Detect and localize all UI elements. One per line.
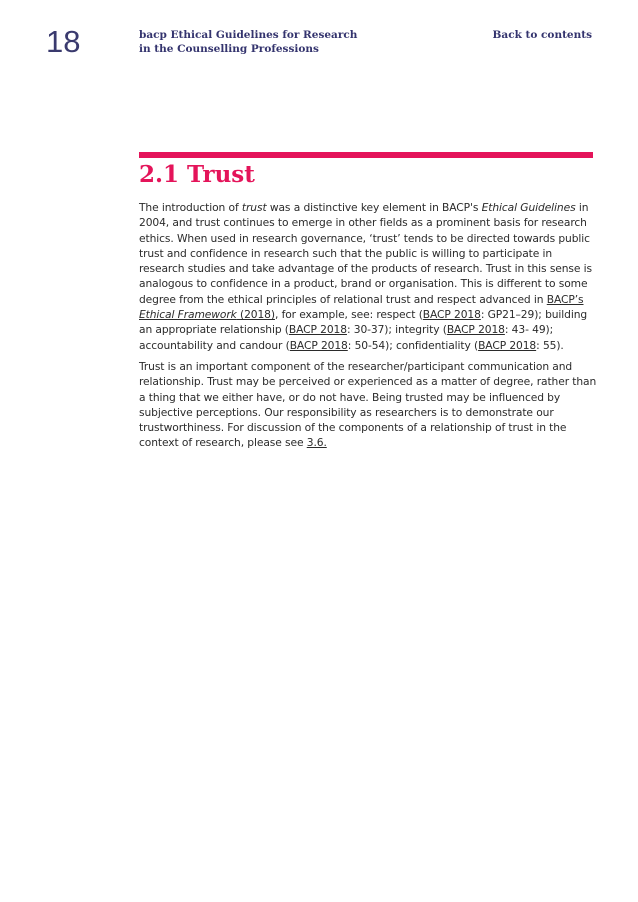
section-heading: 2.1 Trust [139, 161, 255, 188]
document-title [139, 29, 357, 56]
bacp-2018-link[interactable]: BACP 2018 [422, 308, 481, 322]
bacp-2018-link[interactable]: BACP 2018 [288, 323, 347, 337]
text: Trust is an important component of the researcher/participant communication and relationship. Trust may be perceived or experienced as a matter of degree, rather than a thing that we either have, or do not have. Being trusted may be influenced by subjective perceptions. Our responsibility as researchers is to demonstrate our trustworthiness. For discussion of the components of a relationship of trust in the context of research, please see [139, 359, 597, 450]
bacp-2018-link[interactable]: BACP 2018 [446, 323, 505, 337]
text: : GP21–29); building an appropriate relationship ( [139, 308, 588, 337]
text: : 30-37); integrity ( [346, 323, 447, 337]
text: , for example, see: respect ( [274, 308, 423, 322]
page-number: 18 [46, 24, 81, 59]
document-title-line-2: in the Counselling Professions [139, 42, 319, 55]
document-title-line-1: bacp Ethical Guidelines for Research [139, 29, 358, 41]
text: : 43- 49); accountability and candour ( [139, 323, 554, 352]
paragraph-2 [139, 359, 597, 451]
section-body [139, 200, 597, 457]
section-3-6-link[interactable]: 3.6. [306, 436, 327, 450]
text: in 2004, and trust continues to emerge in other fields as a prominent basis for research ethics. When used in research governance, ‘trust’ tends to be directed towards public trust and confidence in research such that the public is willing to participate in research studies and take advantage of the products of research. Trust in this sense is analogous to confidence in a product, brand or organisation. This is different to some degree from the ethical principles of relational trust and respect advanced in [139, 201, 593, 306]
bacp-2018-link[interactable]: BACP 2018 [289, 338, 348, 352]
text: The introduction of [139, 201, 242, 214]
back-to-contents-link[interactable]: Back to contents [492, 29, 592, 41]
link-text: BACP’s [546, 292, 584, 306]
emphasis-trust: trust [241, 201, 267, 214]
link-text: (2018) [236, 308, 275, 322]
text: was a distinctive key element in BACP's [266, 201, 482, 214]
paragraph-1 [139, 200, 597, 353]
emphasis-ethical-guidelines: Ethical Guidelines [481, 201, 576, 214]
bacp-2018-link[interactable]: BACP 2018 [478, 338, 537, 352]
section-divider [139, 152, 593, 158]
link-text-italic: Ethical Framework [139, 308, 237, 322]
text: : 55). [536, 338, 564, 352]
text: : 50-54); confidentiality ( [347, 338, 479, 352]
